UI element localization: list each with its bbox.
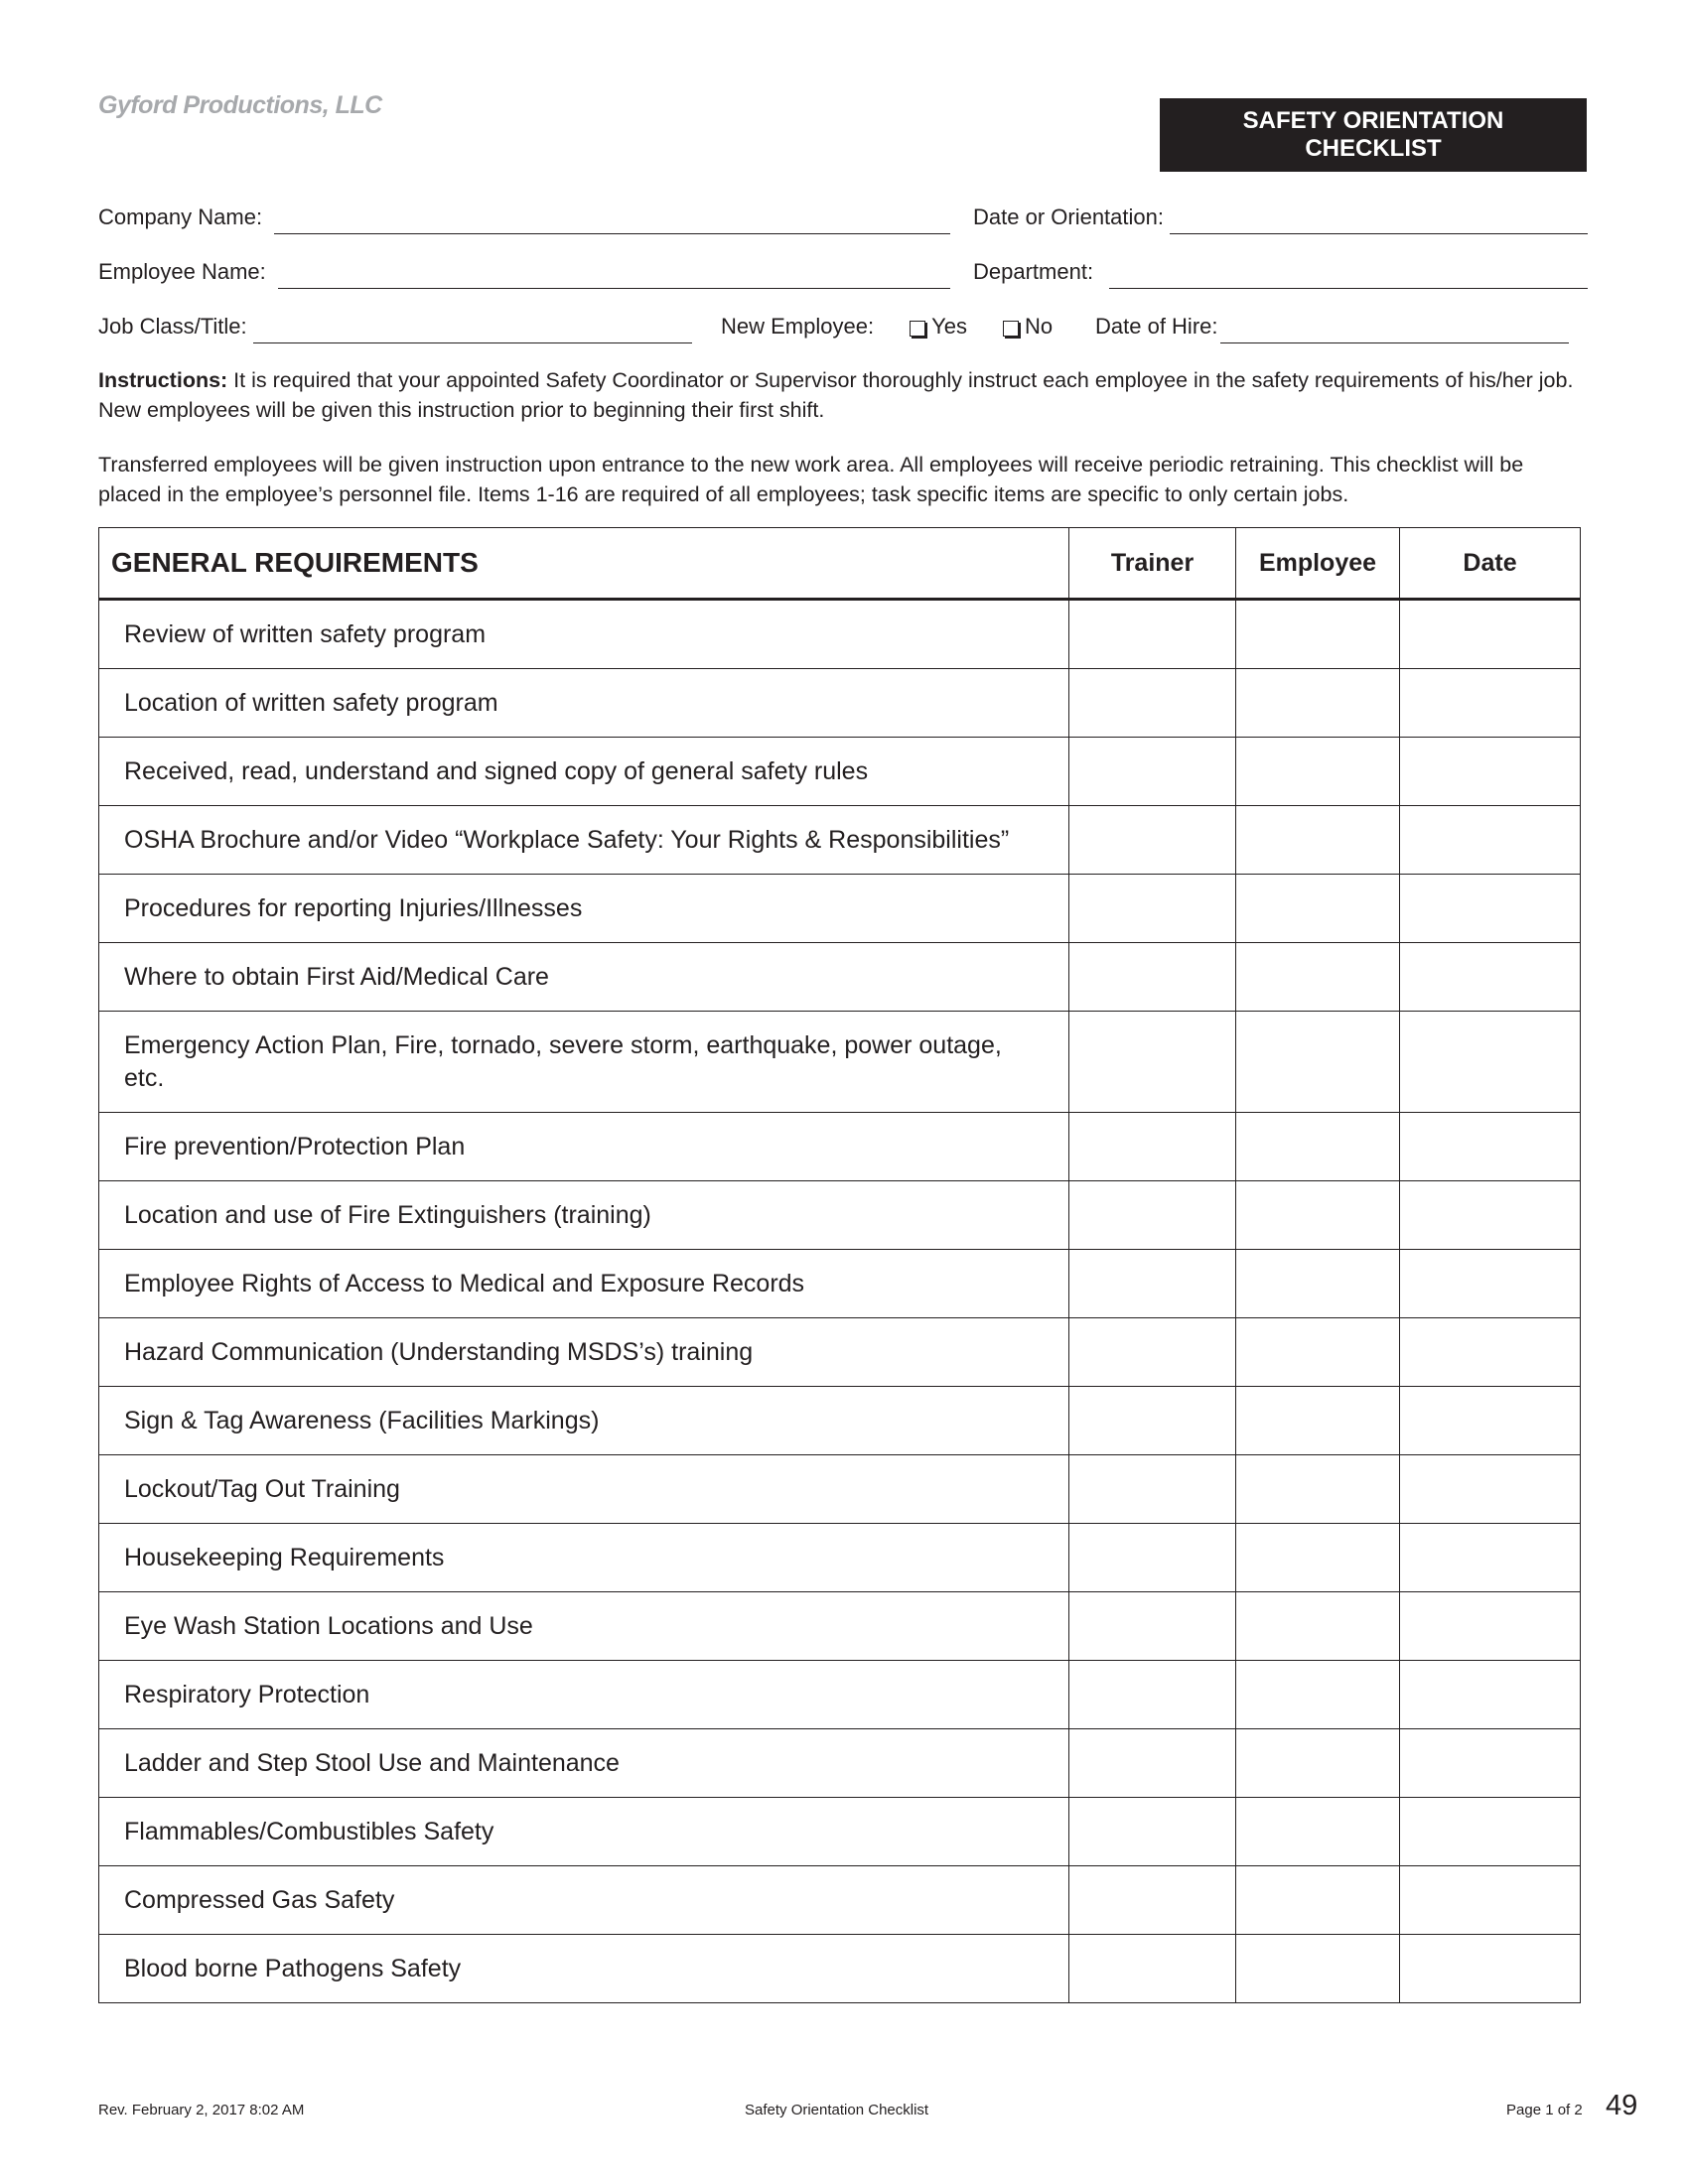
trainer-cell[interactable] xyxy=(1069,669,1236,738)
date-cell[interactable] xyxy=(1400,1866,1581,1935)
footer-doc-title: Safety Orientation Checklist xyxy=(745,2102,929,2118)
employee-cell[interactable] xyxy=(1236,1181,1400,1250)
requirement-item: Eye Wash Station Locations and Use xyxy=(99,1592,1069,1661)
requirement-item: Procedures for reporting Injuries/Illnesses xyxy=(99,875,1069,943)
employee-cell[interactable] xyxy=(1236,1866,1400,1935)
requirement-item: Where to obtain First Aid/Medical Care xyxy=(99,943,1069,1012)
requirement-item: Ladder and Step Stool Use and Maintenance xyxy=(99,1729,1069,1798)
trainer-cell[interactable] xyxy=(1069,738,1236,806)
employee-cell[interactable] xyxy=(1236,1524,1400,1592)
date-cell[interactable] xyxy=(1400,1592,1581,1661)
requirement-item: Compressed Gas Safety xyxy=(99,1866,1069,1935)
employee-cell[interactable] xyxy=(1236,1250,1400,1318)
employee-cell[interactable] xyxy=(1236,600,1400,669)
company-name-line[interactable] xyxy=(274,204,950,234)
trainer-cell[interactable] xyxy=(1069,1866,1236,1935)
trainer-cell[interactable] xyxy=(1069,1012,1236,1113)
trainer-cell[interactable] xyxy=(1069,1729,1236,1798)
requirement-item: OSHA Brochure and/or Video “Workplace Safety: Your Rights & Responsibilities” xyxy=(99,806,1069,875)
date-cell[interactable] xyxy=(1400,1387,1581,1455)
requirement-item: Location and use of Fire Extinguishers (training) xyxy=(99,1181,1069,1250)
date-cell[interactable] xyxy=(1400,1318,1581,1387)
trainer-cell[interactable] xyxy=(1069,943,1236,1012)
trainer-cell[interactable] xyxy=(1069,1592,1236,1661)
trainer-cell[interactable] xyxy=(1069,1524,1236,1592)
requirement-item: Housekeeping Requirements xyxy=(99,1524,1069,1592)
table-row xyxy=(99,669,1581,738)
requirement-item: Respiratory Protection xyxy=(99,1661,1069,1729)
trainer-cell[interactable] xyxy=(1069,1798,1236,1866)
no-option[interactable] xyxy=(1003,314,1053,340)
table-row xyxy=(99,1012,1581,1113)
requirement-item: Flammables/Combustibles Safety xyxy=(99,1798,1069,1866)
form-row-2 xyxy=(98,255,1588,289)
date-cell[interactable] xyxy=(1400,1113,1581,1181)
department-label: Department: xyxy=(973,259,1094,284)
date-cell[interactable] xyxy=(1400,1455,1581,1524)
trainer-cell[interactable] xyxy=(1069,1181,1236,1250)
document-title xyxy=(1160,98,1587,172)
table-row xyxy=(99,1798,1581,1866)
employee-cell[interactable] xyxy=(1236,738,1400,806)
trainer-cell[interactable] xyxy=(1069,1387,1236,1455)
date-cell[interactable] xyxy=(1400,600,1581,669)
date-of-orientation-line[interactable] xyxy=(1170,204,1588,234)
no-checkbox[interactable] xyxy=(1003,321,1019,337)
date-cell[interactable] xyxy=(1400,738,1581,806)
header-general-requirements: GENERAL REQUIREMENTS xyxy=(99,528,1069,600)
instructions-label: Instructions: xyxy=(98,368,228,392)
trainer-cell[interactable] xyxy=(1069,600,1236,669)
date-cell[interactable] xyxy=(1400,1661,1581,1729)
trainer-cell[interactable] xyxy=(1069,1661,1236,1729)
employee-cell[interactable] xyxy=(1236,875,1400,943)
table-row xyxy=(99,600,1581,669)
table-row xyxy=(99,738,1581,806)
date-cell[interactable] xyxy=(1400,1181,1581,1250)
page-number: 49 xyxy=(1606,2090,1638,2121)
yes-option[interactable] xyxy=(910,314,967,340)
table-row xyxy=(99,1524,1581,1592)
job-class-label: Job Class/Title: xyxy=(98,314,247,339)
header-date: Date xyxy=(1400,528,1581,600)
form-row-1 xyxy=(98,201,1588,234)
date-cell[interactable] xyxy=(1400,1729,1581,1798)
date-of-hire-field[interactable] xyxy=(1095,310,1569,343)
instructions-text: It is required that your appointed Safety Coordinator or Supervisor thoroughly instruct each employee in the safety requirements of his/her job. New employees will be given this instruction prior to beginning their first shift. xyxy=(98,368,1574,422)
table-row xyxy=(99,943,1581,1012)
requirement-item: Fire prevention/Protection Plan xyxy=(99,1113,1069,1181)
requirement-item: Sign & Tag Awareness (Facilities Markings) xyxy=(99,1387,1069,1455)
title-line-1: SAFETY ORIENTATION xyxy=(1242,107,1504,134)
date-cell[interactable] xyxy=(1400,1012,1581,1113)
footer-revision: Rev. February 2, 2017 8:02 AM xyxy=(98,2102,305,2118)
yes-checkbox[interactable] xyxy=(910,321,925,337)
employee-cell[interactable] xyxy=(1236,1455,1400,1524)
table-row xyxy=(99,1866,1581,1935)
table-row xyxy=(99,1455,1581,1524)
date-cell[interactable] xyxy=(1400,1798,1581,1866)
table-row xyxy=(99,1250,1581,1318)
requirement-item: Hazard Communication (Understanding MSDS’s) training xyxy=(99,1318,1069,1387)
table-row xyxy=(99,1318,1581,1387)
trainer-cell[interactable] xyxy=(1069,1935,1236,2003)
footer-page-of: Page 1 of 2 xyxy=(1506,2102,1583,2118)
employee-cell[interactable] xyxy=(1236,1012,1400,1113)
table-row xyxy=(99,1935,1581,2003)
requirement-item: Blood borne Pathogens Safety xyxy=(99,1935,1069,2003)
employee-cell[interactable] xyxy=(1236,1798,1400,1866)
department-line[interactable] xyxy=(1109,258,1588,289)
table-row xyxy=(99,1661,1581,1729)
table-row xyxy=(99,875,1581,943)
department-field[interactable] xyxy=(973,255,1588,289)
table-row xyxy=(99,1113,1581,1181)
date-of-orientation-label: Date or Orientation: xyxy=(973,205,1164,229)
no-label: No xyxy=(1024,314,1054,339)
employee-cell[interactable] xyxy=(1236,943,1400,1012)
table-row xyxy=(99,1181,1581,1250)
date-cell[interactable] xyxy=(1400,669,1581,738)
employee-name-field[interactable] xyxy=(98,255,950,289)
form-row-3 xyxy=(98,310,1588,343)
company-name-label: Company Name: xyxy=(98,205,263,229)
new-employee-label: New Employee: xyxy=(721,314,875,339)
instructions-paragraph xyxy=(98,365,1588,425)
trainer-cell[interactable] xyxy=(1069,1318,1236,1387)
employee-name-line[interactable] xyxy=(278,258,950,289)
date-cell[interactable] xyxy=(1400,875,1581,943)
table-header-row xyxy=(99,528,1581,600)
requirement-item: Lockout/Tag Out Training xyxy=(99,1455,1069,1524)
employee-cell[interactable] xyxy=(1236,1729,1400,1798)
employee-name-label: Employee Name: xyxy=(98,259,266,284)
date-cell[interactable] xyxy=(1400,806,1581,875)
table-row xyxy=(99,806,1581,875)
date-cell[interactable] xyxy=(1400,943,1581,1012)
trainer-cell[interactable] xyxy=(1069,1113,1236,1181)
date-of-orientation-field[interactable] xyxy=(973,201,1588,234)
header-trainer: Trainer xyxy=(1069,528,1236,600)
new-employee-group xyxy=(721,310,1053,343)
job-class-line[interactable] xyxy=(253,313,692,343)
yes-label: Yes xyxy=(931,314,967,339)
employee-cell[interactable] xyxy=(1236,1592,1400,1661)
employee-cell[interactable] xyxy=(1236,1113,1400,1181)
date-cell[interactable] xyxy=(1400,1250,1581,1318)
requirement-item: Employee Rights of Access to Medical and Exposure Records xyxy=(99,1250,1069,1318)
date-cell[interactable] xyxy=(1400,1935,1581,2003)
trainer-cell[interactable] xyxy=(1069,875,1236,943)
date-of-hire-label: Date of Hire: xyxy=(1095,314,1218,339)
employee-cell[interactable] xyxy=(1236,1935,1400,2003)
date-of-hire-line[interactable] xyxy=(1220,313,1570,343)
trainer-cell[interactable] xyxy=(1069,1455,1236,1524)
date-cell[interactable] xyxy=(1400,1524,1581,1592)
employee-cell[interactable] xyxy=(1236,1661,1400,1729)
employee-cell[interactable] xyxy=(1236,669,1400,738)
trainer-cell[interactable] xyxy=(1069,1250,1236,1318)
requirement-item: Received, read, understand and signed copy of general safety rules xyxy=(99,738,1069,806)
table-row xyxy=(99,1387,1581,1455)
requirement-item: Review of written safety program xyxy=(99,600,1069,669)
header-employee: Employee xyxy=(1236,528,1400,600)
employee-cell[interactable] xyxy=(1236,806,1400,875)
employee-cell[interactable] xyxy=(1236,1387,1400,1455)
table-row xyxy=(99,1592,1581,1661)
job-class-field[interactable] xyxy=(98,310,692,343)
table-row xyxy=(99,1729,1581,1798)
trainer-cell[interactable] xyxy=(1069,806,1236,875)
general-requirements-table xyxy=(98,527,1581,2003)
employee-cell[interactable] xyxy=(1236,1318,1400,1387)
table-body xyxy=(99,600,1581,2003)
title-line-2: CHECKLIST xyxy=(1305,135,1442,162)
company-logo: Gyford Productions, LLC xyxy=(98,91,382,119)
company-name-field[interactable] xyxy=(98,201,950,234)
requirement-item: Emergency Action Plan, Fire, tornado, severe storm, earthquake, power outage, etc. xyxy=(99,1012,1069,1113)
requirement-item: Location of written safety program xyxy=(99,669,1069,738)
transfer-paragraph: Transferred employees will be given instruction upon entrance to the new work area. All employees will receive periodic retraining. This checklist will be placed in the employee’s personnel file. Items 1-16 are required of all employees; task specific items are specific to only certain jobs. xyxy=(98,453,1524,506)
